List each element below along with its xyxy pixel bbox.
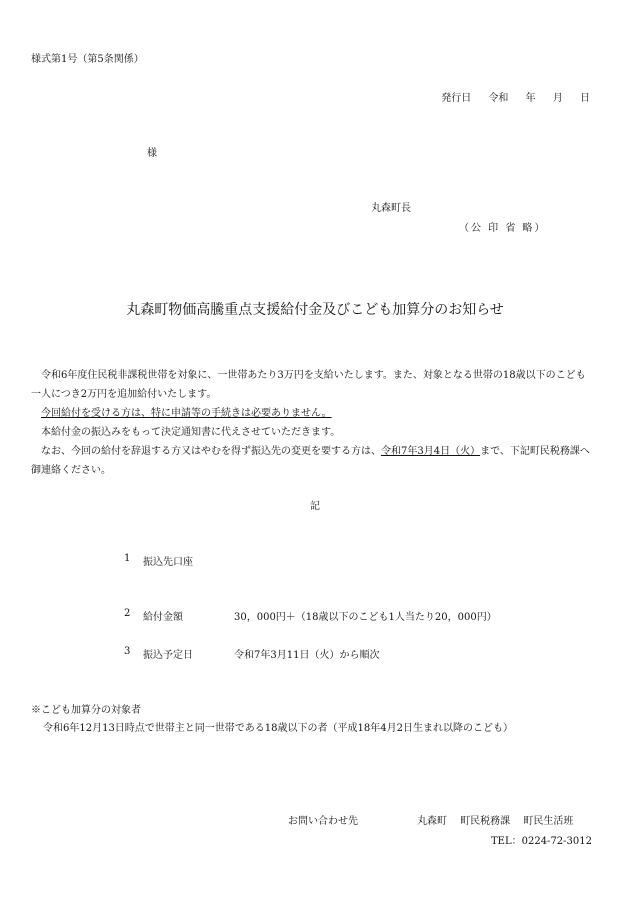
- decline-deadline: 令和7年3月4日（火）: [381, 446, 481, 457]
- contact-department: [417, 812, 573, 827]
- issuer-name: 丸森町長: [371, 203, 411, 214]
- child-bonus-target-heading: ※こども加算分の対象者: [31, 705, 141, 716]
- issue-date-label: 発行日: [441, 93, 472, 104]
- seal-omitted-note: （公 印 省 略）: [459, 223, 547, 234]
- document-title: 丸森町物価高騰重点支援給付金及びこども加算分のお知らせ: [126, 302, 504, 318]
- item-label-transfer-date: 振込予定日: [143, 650, 193, 661]
- contact-division: 町民税務課: [460, 816, 511, 827]
- body-paragraph-2: [31, 404, 594, 423]
- item-label-bank-account: 振込先口座: [143, 557, 193, 568]
- body-paragraph-1: 令和6年度住民税非課税世帯を対象に、一世帯あたり3万円を支給いたします。また、対象となる世帯の18歳以下のこども一人につき2万円を追加給付いたします。: [31, 370, 586, 400]
- body-paragraph-4-tail: まで、下記町民税務課へ御連絡ください。: [31, 446, 590, 476]
- contact-town: 丸森町: [417, 816, 447, 827]
- item-value-transfer-date: 令和7年3月11日（火）から順次: [234, 650, 380, 661]
- recipient-suffix: 様: [147, 148, 157, 159]
- body-paragraph-4: [31, 442, 594, 480]
- body-paragraph-3: 本給付金の振込みをもって決定通知書に代えさせていただきます。: [41, 427, 341, 438]
- contact-label: お問い合わせ先: [288, 816, 358, 827]
- issue-date-day: 日: [580, 93, 590, 104]
- issue-date-era: 令和: [488, 93, 509, 104]
- contact-phone: TEL：0224-72-3012: [491, 836, 592, 847]
- form-number: 様式第1号（第5条関係）: [31, 54, 144, 65]
- issue-date-month: 月: [552, 93, 563, 104]
- issue-date-year: 年: [525, 93, 536, 104]
- item-number: 3: [124, 646, 131, 657]
- notes-heading: 記: [310, 501, 320, 512]
- body-paragraph-4-lead: なお、今回の給付を辞退する方又はやむを得ず振込先の変更を要する方は、: [41, 446, 381, 457]
- item-number: 1: [124, 553, 131, 564]
- item-value-amount: 30，000円＋（18歳以下のこども1人当たり20，000円）: [234, 612, 497, 623]
- no-application-needed-note: 今回給付を受ける方は、特に申請等の手続きは必要ありません。: [41, 408, 332, 419]
- contact-section: 町民生活班: [523, 816, 574, 827]
- issue-date: [441, 89, 590, 104]
- item-label-amount: 給付金額: [143, 612, 183, 623]
- item-number: 2: [124, 608, 131, 619]
- child-bonus-target-text: 令和6年12月13日時点で世帯主と同一世帯である18歳以下の者（平成18年4月2日生まれ以降のこども）: [43, 723, 513, 734]
- body-text: [31, 366, 594, 480]
